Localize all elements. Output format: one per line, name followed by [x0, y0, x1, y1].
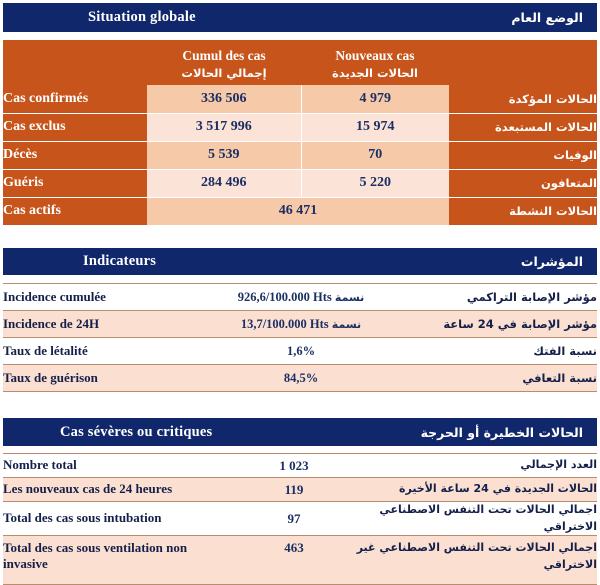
indicator-label-fr-incidence-cumulee: Incidence cumulée	[3, 284, 191, 311]
situation-globale-title-fr: Situation globale	[88, 9, 196, 25]
column-header-cumul-fr: Cumul des cas	[182, 48, 266, 64]
indicator-unit-ar-incidence-24h: نسمة	[331, 317, 362, 331]
indicator-value-taux-letalite: 1,6%	[191, 338, 411, 365]
indicator-label-ar-taux-letalite: نسبة الفتك	[411, 338, 597, 365]
situation-globale-header-bar	[3, 3, 597, 32]
table-row	[3, 478, 597, 502]
table-row	[3, 85, 597, 113]
column-header-cumul-ar: إجمالي الحالات	[181, 65, 267, 80]
column-header-nouveaux-fr: Nouveaux cas	[335, 48, 415, 64]
indicator-value-text-incidence-cumulee: 926,6/100.000 Hts	[237, 289, 332, 304]
row-label-ar-deces: الوفيات	[449, 141, 597, 169]
severe-label-ar-nombre-total: العدد الإجمالي	[353, 454, 597, 478]
row-value-cumul-deces: 5 539	[147, 141, 301, 169]
column-header-nouveaux	[301, 40, 449, 85]
row-value-cumul-cas-confirmes: 336 506	[147, 85, 301, 113]
indicator-value-text-incidence-24h: 13,7/100.000 Hts	[240, 316, 329, 331]
cas-severes-title-fr: Cas sévères ou critiques	[60, 423, 213, 440]
table-row	[3, 169, 597, 197]
severe-value-nouveaux-24h: 119	[235, 478, 353, 502]
severe-label-fr-intubation: Total des cas sous intubation	[3, 502, 235, 536]
table-row	[3, 284, 597, 311]
severe-label-ar-ventilation-non-invasive: اجمالي الحالات تحت التنفس الاصطناعي غير الاختراقي	[353, 536, 597, 585]
row-label-fr-cas-exclus: Cas exclus	[3, 113, 147, 141]
section-cas-severes	[3, 418, 597, 446]
severe-label-ar-nouveaux-24h: الحالات الجديدة في 24 ساعة الأخيرة	[353, 478, 597, 502]
severe-value-nombre-total: 1 023	[235, 454, 353, 478]
row-label-ar-cas-confirmes: الحالات المؤكدة	[449, 85, 597, 113]
indicateurs-table	[3, 283, 597, 392]
indicator-label-fr-taux-letalite: Taux de létalité	[3, 338, 191, 365]
table-row	[3, 338, 597, 365]
situation-globale-table	[3, 40, 597, 226]
cas-severes-table	[3, 453, 597, 585]
row-value-nouveaux-deces: 70	[301, 141, 449, 169]
indicator-label-fr-incidence-24h: Incidence de 24H	[3, 311, 191, 338]
table-header-row	[3, 40, 597, 85]
row-value-cumul-gueris: 284 496	[147, 169, 301, 197]
indicator-value-taux-guerison: 84,5%	[191, 365, 411, 392]
situation-globale-title-ar: الوضع العام	[511, 10, 583, 25]
table-row	[3, 536, 597, 585]
column-header-nouveaux-ar: الحالات الجديدة	[332, 65, 418, 80]
row-value-nouveaux-gueris: 5 220	[301, 169, 449, 197]
indicateurs-header-bar	[3, 248, 597, 275]
cas-severes-title-ar: الحالات الخطيرة أو الحرجة	[420, 424, 583, 440]
indicator-label-fr-taux-guerison: Taux de guérison	[3, 365, 191, 392]
row-label-fr-cas-actifs: Cas actifs	[3, 197, 147, 225]
table-row	[3, 502, 597, 536]
table-row	[3, 311, 597, 338]
table-row	[3, 141, 597, 169]
row-label-fr-gueris: Guéris	[3, 169, 147, 197]
indicator-label-ar-incidence-24h: مؤشر الإصابة في 24 ساعة	[411, 311, 597, 338]
indicateurs-title-ar: المؤشرات	[520, 254, 583, 269]
header-blank-left	[3, 40, 147, 85]
row-label-fr-cas-confirmes: Cas confirmés	[3, 85, 147, 113]
indicator-label-ar-taux-guerison: نسبة التعافي	[411, 365, 597, 392]
column-header-cumul	[147, 40, 301, 85]
severe-label-fr-ventilation-non-invasive: Total des cas sous ventilation non invasive	[3, 536, 235, 585]
table-row	[3, 197, 597, 225]
row-label-ar-cas-actifs: الحالات النشطة	[449, 197, 597, 225]
table-row	[3, 454, 597, 478]
row-value-nouveaux-cas-exclus: 15 974	[301, 113, 449, 141]
section-situation-globale	[3, 3, 597, 32]
severe-value-intubation: 97	[235, 502, 353, 536]
table-row	[3, 365, 597, 392]
indicator-label-ar-incidence-cumulee: مؤشر الإصابة التراكمي	[411, 284, 597, 311]
severe-label-fr-nombre-total: Nombre total	[3, 454, 235, 478]
indicator-unit-ar-incidence-cumulee: نسمة	[334, 290, 365, 304]
row-value-cas-actifs: 46 471	[147, 197, 449, 225]
indicator-value-incidence-24h	[191, 311, 411, 338]
indicateurs-title-fr: Indicateurs	[83, 253, 157, 269]
severe-label-fr-nouveaux-24h: Les nouveaux cas de 24 heures	[3, 478, 235, 502]
table-row	[3, 113, 597, 141]
indicator-value-incidence-cumulee	[191, 284, 411, 311]
cas-severes-header-bar	[3, 418, 597, 446]
severe-value-ventilation-non-invasive: 463	[235, 536, 353, 585]
row-value-nouveaux-cas-confirmes: 4 979	[301, 85, 449, 113]
row-label-fr-deces: Décès	[3, 141, 147, 169]
header-blank-right	[449, 40, 597, 85]
severe-label-ar-intubation: اجمالي الحالات تحت التنفس الاصطناعي الاختراقي	[353, 502, 597, 536]
section-indicateurs	[3, 248, 597, 275]
row-label-ar-gueris: المتعافون	[449, 169, 597, 197]
row-value-cumul-cas-exclus: 3 517 996	[147, 113, 301, 141]
row-label-ar-cas-exclus: الحالات المستبعدة	[449, 113, 597, 141]
